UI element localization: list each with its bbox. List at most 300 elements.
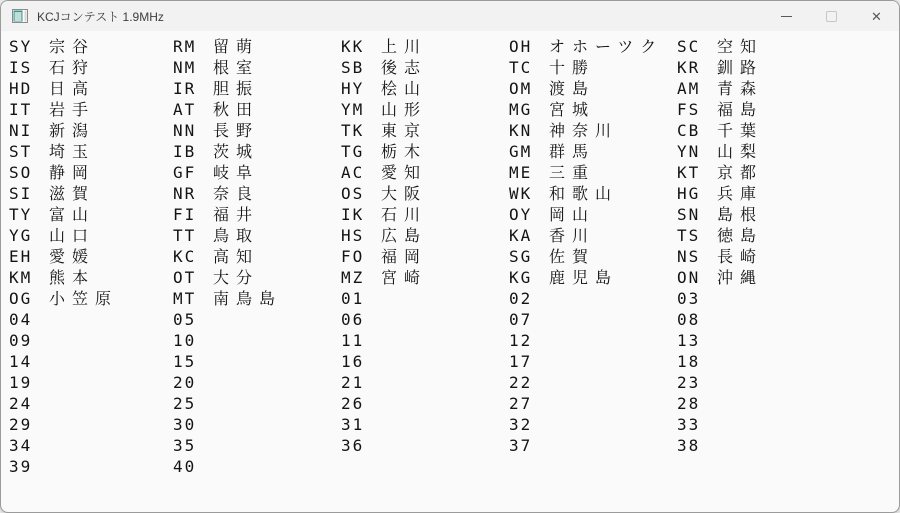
- multiplier-name: 兵庫: [717, 184, 764, 203]
- multiplier-name: 留萌: [213, 37, 260, 56]
- multiplier-cell: [509, 309, 677, 330]
- grid-row: [9, 288, 899, 309]
- multiplier-name: 沖縄: [717, 268, 764, 287]
- multiplier-cell: [509, 36, 677, 57]
- multiplier-code: NS: [677, 247, 701, 266]
- multiplier-code: IR: [173, 79, 197, 98]
- multiplier-cell: [341, 204, 509, 225]
- minimize-button[interactable]: [764, 1, 809, 31]
- multiplier-name: 東京: [381, 121, 428, 140]
- multiplier-code: ON: [677, 268, 701, 287]
- multiplier-code: 09: [9, 331, 33, 350]
- multiplier-name: 富山: [49, 205, 96, 224]
- multiplier-cell: [9, 372, 173, 393]
- grid-row: [9, 456, 899, 477]
- multiplier-name: 茨城: [213, 142, 260, 161]
- multiplier-code: 10: [173, 331, 197, 350]
- multiplier-code: SI: [9, 184, 33, 203]
- multiplier-code: KC: [173, 247, 197, 266]
- multiplier-name: 石川: [381, 205, 428, 224]
- multiplier-code: YG: [9, 226, 33, 245]
- multiplier-cell: [341, 309, 509, 330]
- grid-row: [9, 204, 899, 225]
- multiplier-code: KT: [677, 163, 701, 182]
- multiplier-cell: [509, 204, 677, 225]
- multiplier-code: [677, 456, 717, 477]
- multiplier-code: FS: [677, 100, 701, 119]
- multiplier-code: HG: [677, 184, 701, 203]
- multiplier-name: 石狩: [49, 58, 96, 77]
- grid-row: [9, 267, 899, 288]
- multiplier-code: MT: [173, 289, 197, 308]
- multiplier-name: 根室: [213, 58, 260, 77]
- multiplier-code: IK: [341, 205, 365, 224]
- multiplier-cell: [173, 141, 341, 162]
- multiplier-name: 山形: [381, 100, 428, 119]
- multiplier-code: 08: [677, 310, 701, 329]
- multiplier-cell: [677, 204, 845, 225]
- multiplier-cell: [173, 435, 341, 456]
- multiplier-cell: [9, 351, 173, 372]
- multiplier-cell: [509, 120, 677, 141]
- multiplier-code: SC: [677, 37, 701, 56]
- multiplier-name: 南鳥島: [213, 289, 283, 308]
- multiplier-cell: [341, 393, 509, 414]
- multiplier-code: TG: [341, 142, 365, 161]
- multiplier-code: EH: [9, 247, 33, 266]
- multiplier-cell: [173, 183, 341, 204]
- multiplier-cell: [173, 246, 341, 267]
- grid-row: [9, 372, 899, 393]
- multiplier-name: 大阪: [381, 184, 428, 203]
- grid-row: [9, 78, 899, 99]
- multiplier-name: 小笠原: [49, 289, 119, 308]
- multiplier-cell: [341, 36, 509, 57]
- multiplier-cell: [173, 225, 341, 246]
- multiplier-cell: [677, 288, 845, 309]
- multiplier-name: 長崎: [717, 247, 764, 266]
- multiplier-code: NI: [9, 121, 33, 140]
- multiplier-code: SB: [341, 58, 365, 77]
- multiplier-cell: [9, 141, 173, 162]
- multiplier-name: 福島: [717, 100, 764, 119]
- multiplier-name: 山梨: [717, 142, 764, 161]
- multiplier-cell: [173, 162, 341, 183]
- multiplier-cell: [509, 225, 677, 246]
- multiplier-name: 岩手: [49, 100, 96, 119]
- multiplier-cell: [677, 351, 845, 372]
- multiplier-cell: [173, 36, 341, 57]
- multiplier-cell: [509, 57, 677, 78]
- multiplier-code: 12: [509, 331, 533, 350]
- grid-row: [9, 57, 899, 78]
- multiplier-name: オホーツク: [549, 37, 664, 56]
- multiplier-code: TS: [677, 226, 701, 245]
- multiplier-name: 静岡: [49, 163, 96, 182]
- multiplier-code: KR: [677, 58, 701, 77]
- multiplier-name: 徳島: [717, 226, 764, 245]
- multiplier-code: SY: [9, 37, 33, 56]
- multiplier-cell: [9, 246, 173, 267]
- multiplier-cell: [173, 330, 341, 351]
- multiplier-code: KK: [341, 37, 365, 56]
- multiplier-cell: [173, 120, 341, 141]
- multiplier-cell: [173, 204, 341, 225]
- multiplier-cell: [9, 183, 173, 204]
- multiplier-code: [509, 456, 549, 477]
- multiplier-code: IS: [9, 58, 33, 77]
- multiplier-cell: [9, 78, 173, 99]
- multiplier-cell: [509, 330, 677, 351]
- multiplier-cell: [677, 414, 845, 435]
- multiplier-code: OH: [509, 37, 533, 56]
- multiplier-cell: [509, 393, 677, 414]
- multiplier-code: 25: [173, 394, 197, 413]
- multiplier-code: 07: [509, 310, 533, 329]
- multiplier-code: MG: [509, 100, 533, 119]
- multiplier-cell: [9, 204, 173, 225]
- multiplier-cell: [341, 225, 509, 246]
- multiplier-code: HD: [9, 79, 33, 98]
- multiplier-cell: [677, 435, 845, 456]
- multiplier-code: AM: [677, 79, 701, 98]
- multiplier-code: CB: [677, 121, 701, 140]
- multiplier-name: 十勝: [549, 58, 596, 77]
- multiplier-code: 17: [509, 352, 533, 371]
- multiplier-code: NM: [173, 58, 197, 77]
- grid-row: [9, 225, 899, 246]
- multiplier-name: 長野: [213, 121, 260, 140]
- multiplier-name: 佐賀: [549, 247, 596, 266]
- app-icon: [12, 9, 28, 23]
- multiplier-name: 三重: [549, 163, 596, 182]
- multiplier-name: 広島: [381, 226, 428, 245]
- multiplier-code: KM: [9, 268, 33, 287]
- multiplier-grid: [1, 31, 899, 477]
- multiplier-name: 千葉: [717, 121, 764, 140]
- grid-row: [9, 183, 899, 204]
- multiplier-code: 38: [677, 436, 701, 455]
- multiplier-cell: [341, 414, 509, 435]
- multiplier-name: 胆振: [213, 79, 260, 98]
- multiplier-code: 29: [9, 415, 33, 434]
- multiplier-code: GF: [173, 163, 197, 182]
- minimize-icon: [781, 16, 792, 17]
- grid-row: [9, 351, 899, 372]
- multiplier-code: ME: [509, 163, 533, 182]
- multiplier-code: 33: [677, 415, 701, 434]
- multiplier-code: TY: [9, 205, 33, 224]
- multiplier-code: OG: [9, 289, 33, 308]
- multiplier-cell: [341, 330, 509, 351]
- multiplier-cell: [173, 267, 341, 288]
- multiplier-cell: [677, 99, 845, 120]
- multiplier-code: 23: [677, 373, 701, 392]
- grid-row: [9, 393, 899, 414]
- multiplier-name: 埼玉: [49, 142, 96, 161]
- multiplier-code: [341, 456, 381, 477]
- multiplier-code: 27: [509, 394, 533, 413]
- multiplier-code: 16: [341, 352, 365, 371]
- multiplier-name: 神奈川: [549, 121, 619, 140]
- multiplier-code: OY: [509, 205, 533, 224]
- multiplier-code: MZ: [341, 268, 365, 287]
- grid-row: [9, 36, 899, 57]
- multiplier-cell: [9, 435, 173, 456]
- multiplier-code: TC: [509, 58, 533, 77]
- multiplier-name: 鳥取: [213, 226, 260, 245]
- multiplier-cell: [341, 99, 509, 120]
- multiplier-name: 熊本: [49, 268, 96, 287]
- multiplier-code: 28: [677, 394, 701, 413]
- maximize-button[interactable]: [809, 1, 854, 31]
- multiplier-cell: [509, 99, 677, 120]
- multiplier-name: 上川: [381, 37, 428, 56]
- multiplier-name: 福井: [213, 205, 260, 224]
- multiplier-cell: [9, 120, 173, 141]
- multiplier-cell: [9, 414, 173, 435]
- multiplier-cell: [9, 456, 173, 477]
- multiplier-cell: [509, 288, 677, 309]
- multiplier-code: IT: [9, 100, 33, 119]
- multiplier-cell: [173, 393, 341, 414]
- multiplier-code: YM: [341, 100, 365, 119]
- multiplier-cell: [509, 456, 677, 477]
- multiplier-cell: [9, 99, 173, 120]
- multiplier-name: 岐阜: [213, 163, 260, 182]
- multiplier-code: IB: [173, 142, 197, 161]
- maximize-icon: [826, 11, 837, 22]
- multiplier-cell: [509, 183, 677, 204]
- multiplier-cell: [509, 162, 677, 183]
- multiplier-name: 新潟: [49, 121, 96, 140]
- multiplier-code: 15: [173, 352, 197, 371]
- multiplier-cell: [341, 162, 509, 183]
- multiplier-name: 宗谷: [49, 37, 96, 56]
- grid-row: [9, 162, 899, 183]
- multiplier-cell: [509, 78, 677, 99]
- multiplier-cell: [677, 183, 845, 204]
- multiplier-code: KA: [509, 226, 533, 245]
- multiplier-name: 和歌山: [549, 184, 619, 203]
- multiplier-name: 宮崎: [381, 268, 428, 287]
- multiplier-name: 鹿児島: [549, 268, 619, 287]
- multiplier-code: 03: [677, 289, 701, 308]
- multiplier-name: 桧山: [381, 79, 428, 98]
- multiplier-cell: [341, 435, 509, 456]
- multiplier-name: 福岡: [381, 247, 428, 266]
- multiplier-cell: [677, 141, 845, 162]
- multiplier-cell: [173, 372, 341, 393]
- multiplier-cell: [677, 330, 845, 351]
- multiplier-name: 島根: [717, 205, 764, 224]
- multiplier-cell: [341, 78, 509, 99]
- multiplier-cell: [341, 288, 509, 309]
- multiplier-code: 34: [9, 436, 33, 455]
- multiplier-code: 39: [9, 457, 33, 476]
- multiplier-cell: [341, 351, 509, 372]
- window-controls: [764, 1, 899, 31]
- multiplier-cell: [9, 36, 173, 57]
- multiplier-code: KN: [509, 121, 533, 140]
- multiplier-cell: [341, 120, 509, 141]
- multiplier-name: 釧路: [717, 58, 764, 77]
- multiplier-cell: [677, 120, 845, 141]
- multiplier-cell: [509, 267, 677, 288]
- multiplier-cell: [173, 99, 341, 120]
- multiplier-cell: [9, 162, 173, 183]
- multiplier-code: SG: [509, 247, 533, 266]
- multiplier-code: 40: [173, 457, 197, 476]
- multiplier-code: AT: [173, 100, 197, 119]
- multiplier-code: 32: [509, 415, 533, 434]
- multiplier-code: TK: [341, 121, 365, 140]
- multiplier-name: 栃木: [381, 142, 428, 161]
- multiplier-cell: [509, 372, 677, 393]
- multiplier-code: AC: [341, 163, 365, 182]
- multiplier-cell: [9, 267, 173, 288]
- multiplier-name: 宮城: [549, 100, 596, 119]
- multiplier-code: 30: [173, 415, 197, 434]
- multiplier-code: ST: [9, 142, 33, 161]
- multiplier-cell: [509, 141, 677, 162]
- multiplier-cell: [341, 267, 509, 288]
- close-icon: ✕: [871, 8, 882, 24]
- multiplier-cell: [341, 141, 509, 162]
- multiplier-code: 06: [341, 310, 365, 329]
- multiplier-code: WK: [509, 184, 533, 203]
- multiplier-name: 京都: [717, 163, 764, 182]
- multiplier-cell: [341, 57, 509, 78]
- multiplier-code: 04: [9, 310, 33, 329]
- multiplier-code: NR: [173, 184, 197, 203]
- multiplier-code: 13: [677, 331, 701, 350]
- multiplier-code: OM: [509, 79, 533, 98]
- multiplier-name: 岡山: [549, 205, 596, 224]
- multiplier-code: KG: [509, 268, 533, 287]
- grid-row: [9, 246, 899, 267]
- multiplier-code: 22: [509, 373, 533, 392]
- multiplier-code: HS: [341, 226, 365, 245]
- multiplier-cell: [9, 288, 173, 309]
- multiplier-name: 奈良: [213, 184, 260, 203]
- multiplier-cell: [677, 309, 845, 330]
- multiplier-code: FI: [173, 205, 197, 224]
- multiplier-cell: [509, 414, 677, 435]
- multiplier-code: HY: [341, 79, 365, 98]
- multiplier-cell: [341, 246, 509, 267]
- multiplier-code: 14: [9, 352, 33, 371]
- multiplier-cell: [173, 309, 341, 330]
- grid-row: [9, 141, 899, 162]
- multiplier-code: 24: [9, 394, 33, 413]
- titlebar[interactable]: [1, 1, 899, 31]
- multiplier-cell: [677, 372, 845, 393]
- multiplier-cell: [677, 36, 845, 57]
- grid-row: [9, 99, 899, 120]
- close-button[interactable]: [854, 1, 899, 31]
- multiplier-code: OS: [341, 184, 365, 203]
- multiplier-code: SO: [9, 163, 33, 182]
- multiplier-code: GM: [509, 142, 533, 161]
- multiplier-cell: [677, 225, 845, 246]
- multiplier-code: 11: [341, 331, 365, 350]
- multiplier-name: 大分: [213, 268, 260, 287]
- multiplier-cell: [9, 309, 173, 330]
- multiplier-code: 21: [341, 373, 365, 392]
- multiplier-cell: [173, 414, 341, 435]
- multiplier-code: FO: [341, 247, 365, 266]
- multiplier-name: 香川: [549, 226, 596, 245]
- multiplier-code: 18: [677, 352, 701, 371]
- window-title: KCJコンテスト 1.9MHz: [37, 9, 164, 24]
- multiplier-code: NN: [173, 121, 197, 140]
- multiplier-cell: [677, 78, 845, 99]
- multiplier-code: 01: [341, 289, 365, 308]
- multiplier-name: 日高: [49, 79, 96, 98]
- multiplier-cell: [9, 225, 173, 246]
- grid-row: [9, 435, 899, 456]
- multiplier-cell: [677, 246, 845, 267]
- multiplier-cell: [173, 456, 341, 477]
- multiplier-name: 群馬: [549, 142, 596, 161]
- multiplier-name: 愛媛: [49, 247, 96, 266]
- multiplier-code: 36: [341, 436, 365, 455]
- multiplier-cell: [9, 330, 173, 351]
- multiplier-code: 20: [173, 373, 197, 392]
- multiplier-code: YN: [677, 142, 701, 161]
- multiplier-cell: [341, 372, 509, 393]
- multiplier-code: TT: [173, 226, 197, 245]
- multiplier-cell: [341, 183, 509, 204]
- multiplier-cell: [173, 288, 341, 309]
- multiplier-cell: [173, 57, 341, 78]
- multiplier-cell: [677, 456, 845, 477]
- multiplier-code: 05: [173, 310, 197, 329]
- grid-row: [9, 309, 899, 330]
- multiplier-cell: [677, 393, 845, 414]
- multiplier-cell: [509, 246, 677, 267]
- grid-row: [9, 120, 899, 141]
- multiplier-name: 空知: [717, 37, 764, 56]
- multiplier-cell: [173, 351, 341, 372]
- multiplier-cell: [173, 78, 341, 99]
- multiplier-cell: [677, 162, 845, 183]
- multiplier-code: 26: [341, 394, 365, 413]
- multiplier-name: 愛知: [381, 163, 428, 182]
- multiplier-cell: [9, 57, 173, 78]
- multiplier-code: OT: [173, 268, 197, 287]
- multiplier-name: 高知: [213, 247, 260, 266]
- multiplier-name: 後志: [381, 58, 428, 77]
- multiplier-cell: [677, 267, 845, 288]
- multiplier-cell: [677, 57, 845, 78]
- multiplier-cell: [341, 456, 509, 477]
- multiplier-name: 青森: [717, 79, 764, 98]
- multiplier-code: 02: [509, 289, 533, 308]
- multiplier-code: 37: [509, 436, 533, 455]
- multiplier-code: RM: [173, 37, 197, 56]
- multiplier-name: 秋田: [213, 100, 260, 119]
- multiplier-cell: [509, 435, 677, 456]
- multiplier-code: 35: [173, 436, 197, 455]
- multiplier-name: 山口: [49, 226, 96, 245]
- multiplier-cell: [9, 393, 173, 414]
- multiplier-code: 19: [9, 373, 33, 392]
- multiplier-name: 滋賀: [49, 184, 96, 203]
- multiplier-cell: [509, 351, 677, 372]
- multiplier-name: 渡島: [549, 79, 596, 98]
